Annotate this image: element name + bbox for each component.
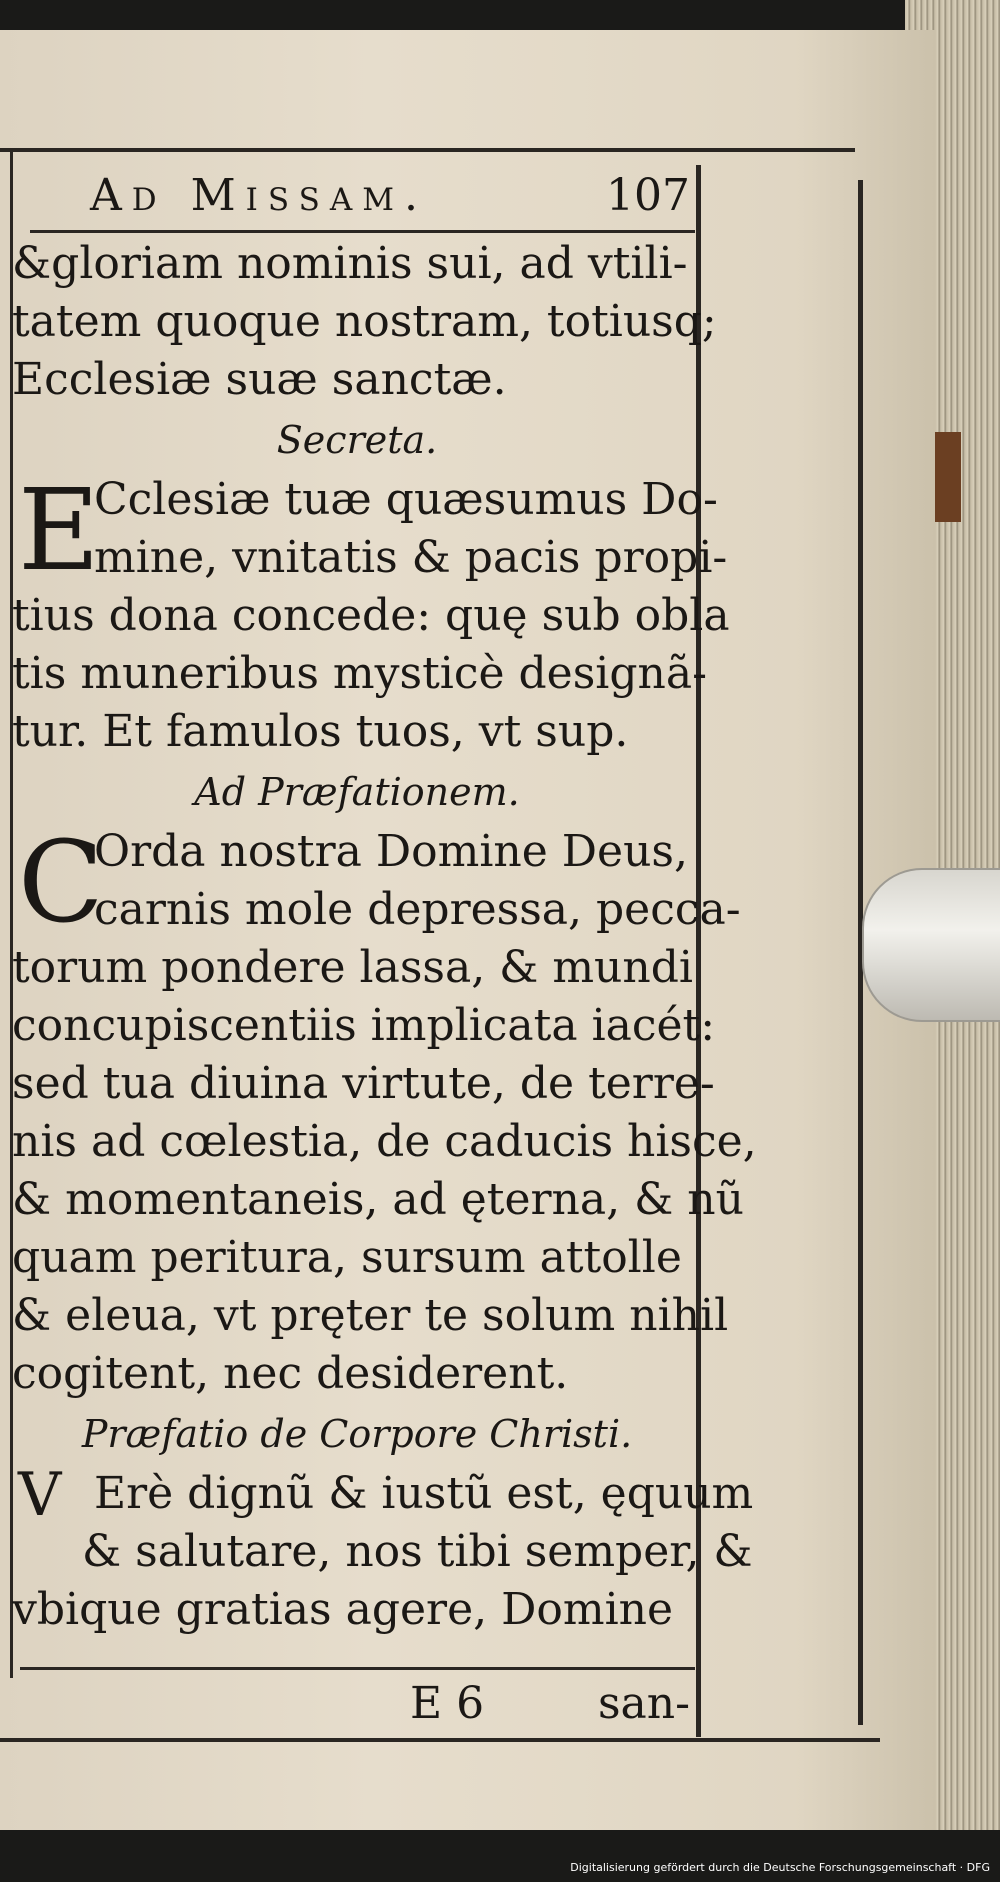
page-footer <box>20 1678 690 1738</box>
catchword: san- <box>597 1678 690 1729</box>
text-line: tur. Et famulos tuos, vt sup. <box>12 706 629 757</box>
text-line: Orda nostra Domine Deus, <box>94 826 688 877</box>
running-head: Ad Missam. <box>90 170 428 221</box>
drop-initial: E <box>18 466 100 596</box>
text-line: mine, vnitatis & pacis propi- <box>94 532 728 583</box>
text-line: carnis mole depressa, pecca- <box>94 884 741 935</box>
book-page <box>0 30 935 1830</box>
drop-initial: V <box>18 1460 62 1530</box>
text-line: & eleua, vt pręter te solum nihil <box>12 1290 729 1341</box>
text-line: concupiscentiis implicata iacét: <box>12 1000 716 1051</box>
rubric-ad-praefationem: Ad Præfationem. <box>194 770 520 814</box>
header-rule <box>30 230 695 233</box>
text-line: cogitent, nec desiderent. <box>12 1348 569 1399</box>
digitization-credit: Digitalisierung gefördert durch die Deutsche Forschungsgemeinschaft · DFG <box>570 1861 990 1874</box>
text-line: sed tua diuina virtute, de terre- <box>12 1058 715 1109</box>
frame-rule-top <box>0 148 855 152</box>
ribbon-marker <box>935 432 961 522</box>
text-line: tatem quoque nostram, totiusq; <box>12 296 717 347</box>
page-clip <box>862 868 1000 1022</box>
main-text <box>12 235 757 1639</box>
frame-rule-bottom <box>0 1738 880 1742</box>
text-line: nis ad cœlestia, de caducis hisce, <box>12 1116 757 1167</box>
text-line: &gloriam nominis sui, ad vtili- <box>12 238 688 289</box>
text-line: quam peritura, sursum attolle <box>12 1232 682 1283</box>
page-number: 107 <box>606 170 690 221</box>
rubric-praefatio-corpore: Præfatio de Corpore Christi. <box>81 1412 633 1456</box>
text-line: tis muneribus mysticè designã- <box>12 648 707 699</box>
text-line: tius dona concede: quę sub obla <box>12 590 730 641</box>
text-line: & salutare, nos tibi semper, & <box>82 1526 753 1577</box>
text-line: & momentaneis, ad ęterna, & nũ <box>12 1174 744 1225</box>
page-header <box>90 170 690 230</box>
praefationem-paragraph <box>12 818 741 948</box>
footer-rule <box>20 1667 695 1670</box>
secreta-paragraph <box>12 466 728 596</box>
text-line: Cclesiæ tuæ quæsumus Do- <box>94 474 718 525</box>
rubric-secreta: Secreta. <box>276 418 438 462</box>
text-line: Ecclesiæ suæ sanctæ. <box>12 354 507 405</box>
text-line: Erè dignũ & iustũ est, ęquum <box>94 1468 754 1519</box>
praefatio-paragraph <box>12 1460 754 1530</box>
drop-initial: C <box>18 818 104 948</box>
text-line: vbique gratias agere, Domine <box>12 1584 674 1635</box>
signature-mark: E 6 <box>410 1678 485 1729</box>
text-line: torum pondere lassa, & mundi <box>12 942 693 993</box>
